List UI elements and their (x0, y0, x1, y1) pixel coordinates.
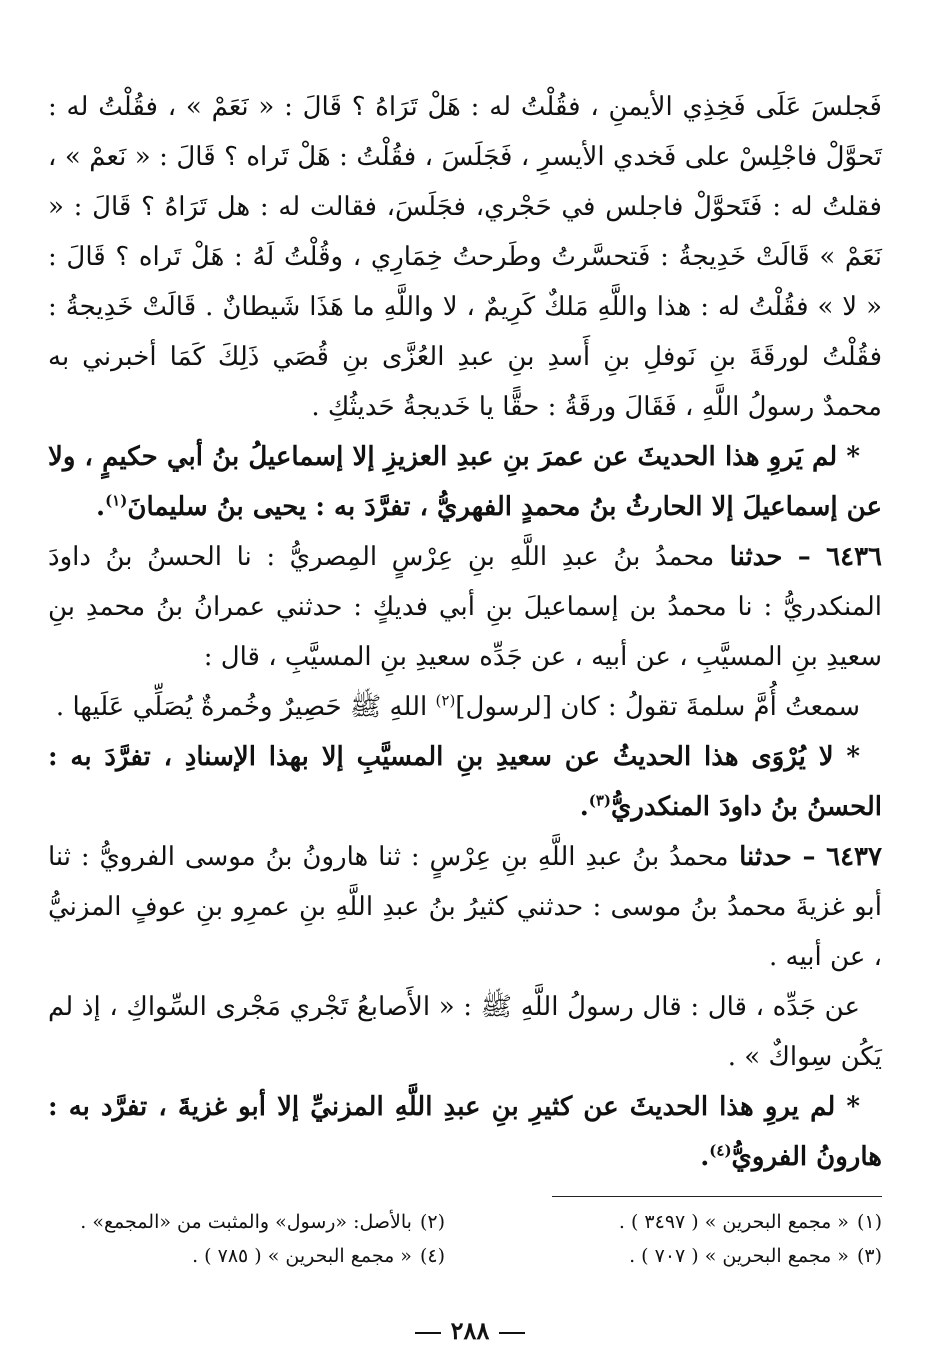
footnote-list (48, 1207, 882, 1271)
matn-text: سمعتُ أُمَّ سلمةَ تقولُ : كان [لرسول] (455, 692, 860, 722)
footnote-number: (٤) (419, 1245, 445, 1267)
paragraph-commentary (48, 432, 882, 532)
hadith-isnad: محمدُ بنُ عبدِ اللَّهِ بنِ عِرْسٍ : ثنا هارونُ بنُ موسى الفرويُّ : ثنا أبو غزيةَ محمدُ بنُ موسى : حدثني كثيرُ بنُ عبدِ اللَّهِ بنِ عمرِو بنِ عوفٍ المزنيُّ ، عن أبيه . (48, 842, 882, 972)
hadith-number: ٦٤٣٦ (826, 542, 882, 572)
page-number-value: ٢٨٨ (450, 1316, 490, 1345)
page-number-dash-left (415, 1332, 441, 1334)
hadith-number: ٦٤٣٧ (826, 842, 882, 872)
matn-text: عن جَدِّه ، قال : قال رسولُ اللَّهِ ﷺ : « الأَصابعُ تَجْري مَجْرى السِّواكِ ، إذ لم يَكُن سِواكٌ » . (48, 992, 882, 1072)
footnote-marker: (٢) (435, 691, 456, 710)
footnote-1 (485, 1207, 882, 1237)
footnote-marker: (١) (105, 491, 128, 510)
commentary-end: . (700, 1142, 710, 1172)
paragraph-text: فَجلسَ عَلَى فَخِذِي الأيمنِ ، فقُلْتُ له : هَلْ تَرَاهُ ؟ قَالَ : « نَعَمْ » ، فقُلْتُ له : تَحوَّلْ فاجْلِسْ على فَخدي الأيسرِ ، فَجَلَسَ ، فقُلْتُ : هَلْ تَراه ؟ قَالَ : « نَعمْ » ، فقلتُ له : فَتَحوَّلْ فاجلس في حَجْري، فجَلَسَ، فقالت له : هل تَرَاهُ ؟ قَالَ : « نَعَمْ » قَالَتْ خَدِيجةُ : فَتحسَّرتُ وطَرحتُ خِمَارِي ، وقُلْتُ لَهُ : هَلْ تَراه ؟ قَالَ : « لا » فقُلْتُ له : هذا واللَّهِ مَلكٌ كَرِيمٌ ، لا واللَّهِ ما هَذَا شَيطانٌ . قَالَتْ خَدِيجةُ : فقُلْتُ لورقَةَ بنِ نَوفلِ بنِ أَسدِ بنِ عبدِ العُزَّى بنِ قُصَي ذَلِكَ كَمَا أخبرني به محمدٌ رسولُ اللَّهِ ، فَقَالَ ورقَةُ : حقًّا يا خَديجةُ حَديثُكِ . (48, 92, 882, 422)
footnote-number: (٣) (856, 1245, 882, 1267)
footnote-number: (٢) (419, 1211, 445, 1233)
footnote-number: (١) (856, 1211, 882, 1233)
footnote-text: « مجمع البحرين » ( ٣٤٩٧ ) . (618, 1211, 849, 1233)
footnote-marker: (٤) (709, 1141, 732, 1160)
footnote-3 (485, 1241, 882, 1271)
commentary-text: * لم يروِ هذا الحديثَ عن كثيرِ بنِ عبدِ اللَّهِ المزنيِّ إلا أبو غزيةَ ، تفرَّد به : هارونُ الفرويُّ (48, 1092, 882, 1172)
footnote-text: « مجمع البحرين » ( ٧٨٥ ) . (192, 1245, 412, 1267)
commentary-end: . (579, 792, 589, 822)
page-number-dash-right (499, 1332, 525, 1334)
hadith-lead: – حدثنا (728, 842, 827, 872)
paragraph-hadith-matn (48, 982, 882, 1082)
paragraph-hadith-6437 (48, 832, 882, 982)
commentary-text: * لم يَروِ هذا الحديثَ عن عمرَ بنِ عبدِ العزيزِ إلا إسماعيلُ بنُ أبي حكيمٍ ، ولا عن إسماعيلَ إلا الحارثُ بنُ محمدٍ الفهريُّ ، تفرَّدَ به : يحيى بنُ سليمانَ (48, 442, 882, 522)
footnote-marker: (٣) (588, 791, 612, 810)
hadith-isnad: محمدُ بنُ عبدِ اللَّهِ بنِ عِرْسٍ المِصريُّ : نا الحسنُ بنُ داودَ المنكدريُّ : نا محمدُ بن إسماعيلَ بنِ أبي فديكٍ : حدثني عمرانُ بنُ محمدِ بنِ سعيدِ بنِ المسيَّبِ ، عن أبيه ، عن جَدِّه سعيدِ بنِ المسيَّبِ ، قال : (48, 542, 882, 672)
paragraph-commentary (48, 732, 882, 832)
commentary-text: * لا يُرْوَى هذا الحديثُ عن سعيدِ بنِ المسيَّبِ إلا بهذا الإسنادِ ، تفرَّدَ به : الحسنُ بنُ داودَ المنكدريُّ (48, 742, 882, 822)
footnote-text: بالأصل: «رسول» والمثبت من «المجمع» . (80, 1211, 412, 1233)
footnote-divider (552, 1196, 882, 1197)
paragraph-hadith-6436 (48, 532, 882, 682)
commentary-end: . (96, 492, 106, 522)
footnotes (48, 1196, 882, 1271)
footnote-text: « مجمع البحرين » ( ٧٠٧ ) . (629, 1245, 849, 1267)
paragraph-hadith-text (48, 82, 882, 432)
matn-end: اللهِ ﷺ حَصِيرٌ وخُمرةٌ يُصَلِّي عَلَيها . (55, 692, 436, 722)
footnote-2 (48, 1207, 445, 1237)
paragraph-commentary (48, 1082, 882, 1182)
hadith-lead: – حدثنا (714, 542, 827, 572)
page-number (0, 1316, 940, 1345)
footnote-4 (48, 1241, 445, 1271)
paragraph-hadith-matn (48, 682, 882, 732)
